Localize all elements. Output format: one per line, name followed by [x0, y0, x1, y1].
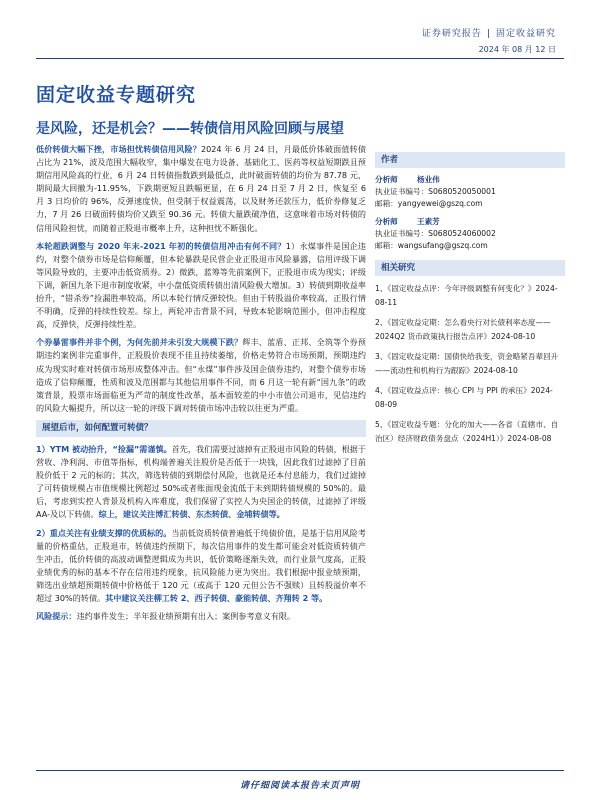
analyst-card	[375, 174, 565, 210]
main-content	[36, 143, 366, 623]
analyst-role: 分析师	[375, 217, 398, 226]
paragraph-2-body: 1）永煤事件是国企违约，对整个债券市场是信仰颠覆，但本轮暴跌是民营企业正股退市风险暴露，信用评级下调等风险导致的，主要冲击低资质券。2）微跌，蓝筹等先前案例下，正股退市成为现实；评级下调，新国九条下退市制度收紧，中小盘低资质转债出清风险极大增加。3）转债到期收益率抬升，“错杀券”捡漏胜率较高，所以本轮行情反弹较快。但由于转股溢价率较高，正股行情不明确，反弹的持续性较差。综上，两轮冲击背景不同，导致本轮影响范围小，但冲击程度高，反弹快，反弹持续性差。	[36, 240, 366, 330]
analyst-name-line	[375, 216, 565, 228]
analyst-name-line	[375, 174, 565, 186]
paragraph-4-tail: 综上，建议关注博汇转债、东杰转债、金埔转债等。	[98, 509, 285, 520]
footer-divider	[36, 770, 564, 771]
paragraph-1-body: 2024 年 6 月 24 日，月最低价体破面值转债占比为 21%，波及范围大幅收窄，集中爆发在电力设备、基础化工、医药等权益短期跌且预期信用风险高的行业，6 月 24 日转债指数跌到最低点，此时破面转债的均价为 87.78 元，期间最大回撤为-11.95%，下跌期更短且跌幅更显，在 6 月 24 日至 7 月 2 日，恢复至 6 月 3 日均价的 96%，反弹速度快，但受制于权益震荡，以及财务还款压力，低价券修复乏力，7 月 26 日破面转债均价又跌至 90.36 元。转债大量跌破净值，这意味着市场对转债的信用风险担忧，而随着正股退市概率上升，这种担忧不断强化。	[36, 144, 366, 233]
paragraph-4-lead: 1）YTM 被动抬升，“捡漏”需谨慎。	[36, 443, 172, 454]
related-report-link[interactable]: 5、《固定收益专题：分化的加大——各省（直辖市、自治区）经济财政债务盘点（2024H1）》2024-08-08	[375, 420, 559, 443]
analyst-cert: 执业证书编号：S0680524060002	[375, 229, 496, 238]
related-report-link[interactable]: 2、《固定收益定期：怎么看央行对长债利率态度——2024Q2 货币政策执行报告点评》2024-08-10	[375, 318, 551, 341]
paragraph-4-body: 首先，我们需要过滤掉有正股退市风险的转债，根据于营收、净利润、市值等指标，机构端普遍关注股价是否低于一块钱，因此我们过滤掉了目前股价低于 2 元的标的；其次，筛选转债的到期偿付风险，也就是还本付息能力，我们过滤掉了可转债规模占市值规模比例超过 50%或者账面现金流低于未到期转债规模的 50%的。最后，考虑到实控人背景及机构入库难度，我们保留了实控人为央国企的转债，过滤掉了评级 AA-及以下转债。	[36, 443, 366, 520]
report-date: 2024 年 08 月 12 日	[478, 45, 556, 54]
section-heading-outlook: 展望后市，如何配置可转债？	[36, 420, 366, 437]
footer-disclaimer: 请仔细阅读本报告末页声明	[239, 781, 360, 791]
paragraph-5-tail: 其中建议关注柳工转 2、西子转债、豪能转债、齐翔转 2 等。	[105, 593, 328, 603]
analyst-role: 分析师	[375, 175, 398, 184]
document-subtitle: 是风险，还是机会？——转债信用风险回顾与展望	[36, 121, 344, 137]
sidebar	[375, 152, 565, 452]
related-report-link[interactable]: 1、《固定收益点评：今年评级调整有何变化？》2024-08-11	[375, 284, 558, 307]
analyst-card	[375, 216, 565, 252]
document-title: 固定收益专题研究	[36, 84, 197, 106]
risk-warning	[36, 610, 366, 623]
header-divider	[36, 58, 564, 59]
paragraph-3	[36, 336, 366, 415]
report-type: 证券研究报告	[421, 29, 482, 39]
paragraph-1	[36, 143, 366, 235]
paragraph-5	[36, 527, 366, 606]
analyst-cert: 执业证书编号：S0680520050001	[375, 187, 496, 196]
header-separator: |	[486, 29, 491, 39]
paragraph-2-lead: 本轮超跌调整与 2020 年末-2021 年初的转债信用冲击有何不同？	[36, 240, 286, 251]
paragraph-4	[36, 443, 366, 522]
analyst-name: 杨业伟	[417, 175, 440, 184]
paragraph-3-lead: 个券暴雷事件并非个例，为何先前并未引发大规模下跌？	[36, 337, 243, 348]
paragraph-2	[36, 240, 366, 332]
paragraph-5-body: 当前低资质转债普遍低于纯债价值，是基于信用风险考量的价格重估，正股退市，转债违约预期下，每次信用事件的发生都可能会对低资质转债产生冲击，低价转债的高波动调整逻辑成为共识，低价策略逐渐失效，而行业景气度高，正股业绩优秀的标的基本不存在信用违约现象，抗风险能力更为突出。我们根据中报业绩预期，筛选出业绩超预期转债中价格低于 120 元（或高于 120 元但公告不强赎）且转股溢价率不超过 30%的转债。	[36, 527, 366, 603]
paragraph-5-lead: 2）重点关注有业绩支撑的优质标的。	[36, 527, 172, 538]
related-report-link[interactable]: 3、《固定收益定期：国债快给我变，资金略紧吾辈回升——流动性和机构行为跟踪》2024-08-10	[375, 352, 559, 375]
risk-body: 违约事件发生；半年报业绩预期有出入；案例参考意义有限。	[76, 611, 296, 622]
paragraph-3-body: 辉丰、蓝盾、正邦、全筑等个券预期违约案例非完重事件，正股股价表现不佳且持续萎缩，价格走势符合市场预期，预期违约成为现实时难对转债市场形成整体冲击。但“永煤”事件涉及国企债券违约，对整个债券市场造成了信仰颠覆，性质和波及范围都与其他信用事件不同，而 6 月这一轮有新“国九条”的政策背景，股票市场面临更为严苛的制度性改革，基本面较差的中小市值公司退市，见信违约的风险大幅提升，所以这一轮的评级下调对转债市场冲击较以往更为严重。	[36, 337, 366, 413]
related-report-link[interactable]: 4、《固定收益点评：核心 CPI 与 PPI 的承压》2024-08-09	[375, 386, 553, 409]
risk-label: 风险提示：	[36, 611, 77, 622]
related-research-heading: 相关研究	[375, 260, 565, 276]
authors-heading: 作者	[375, 152, 565, 168]
paragraph-1-lead: 低价转债大幅下挫，市场担忧转债信用风险？	[36, 144, 201, 154]
report-category: 固定收益研究	[495, 29, 556, 39]
analyst-email: 邮箱：yangyewei@gszq.com	[375, 199, 483, 208]
analyst-email: 邮箱：wangsufang@gszq.com	[375, 241, 488, 250]
report-header	[422, 26, 556, 39]
analyst-name: 王素芳	[417, 217, 440, 226]
